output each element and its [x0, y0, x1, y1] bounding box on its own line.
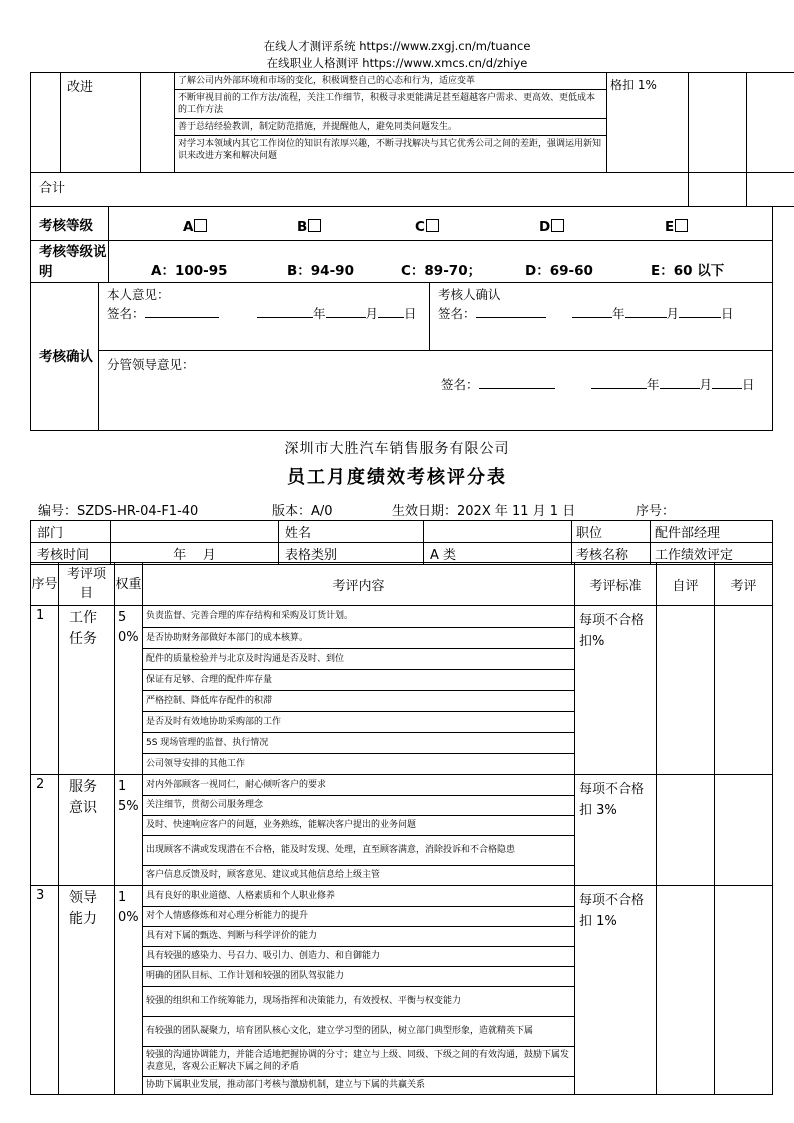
leader-sign-label: 签名： — [441, 375, 555, 393]
improve-item: 了解公司内外部环境和市场的变化，积极调整自己的心态和行为，适应变革 — [175, 73, 606, 90]
self-sign-label: 签名： — [107, 304, 219, 322]
checkbox-icon[interactable] — [675, 219, 688, 232]
eval-criterion: 负责监督、完善合理的库存结构和采购及订货计划。 — [143, 606, 574, 627]
grade-option-d[interactable]: D — [539, 219, 564, 235]
name-label: 姓名 — [279, 521, 424, 543]
prev-self-cell — [689, 73, 747, 173]
prev-form-table — [30, 72, 794, 207]
eval-criterion: 对个人情感修炼和对心理分析能力的提升 — [143, 906, 574, 926]
col-weight-header: 权重 — [115, 563, 143, 606]
grade-label: 考核等级 — [31, 207, 109, 241]
eval-criterion: 公司领导安排的其他工作 — [146, 758, 246, 769]
grade-desc-c: C：89-70； — [401, 263, 482, 279]
eval-criterion: 对内外部顾客一视同仁，耐心倾听客户的要求 — [143, 775, 574, 795]
col-content-header: 考评内容 — [143, 563, 575, 606]
eval-criterion: 具有对下属的甄选、判断与科学评价的能力 — [143, 926, 574, 946]
section-eval-score[interactable] — [715, 886, 773, 1095]
form-version: 版本：A/0 — [272, 504, 333, 519]
grade-desc-d: D：69-60 — [525, 263, 593, 279]
leader-opinion-label: 分管领导意见： — [107, 357, 195, 372]
dept-value[interactable] — [111, 521, 279, 543]
confirm-label: 考核确认 — [31, 283, 99, 431]
col-standard-header: 考评标准 — [575, 563, 657, 606]
eval-criterion: 保证有足够、合理的配件库存量 — [143, 669, 574, 690]
eval-criterion: 较强的沟通协调能力，并能合适地把握协调的分寸；建立与上级、同级、下级之间的有效沟通，鼓励下属发表意见，客观公正解决下属之间的矛盾 — [143, 1046, 574, 1076]
section-item-list — [143, 775, 574, 885]
section-item: 工作任务 — [59, 606, 115, 775]
section-standard: 每项不合格扣 3% — [575, 775, 657, 886]
checkbox-icon[interactable] — [551, 219, 564, 232]
confirm-table — [30, 282, 773, 431]
period-label: 考核时间 — [31, 543, 111, 565]
form-code: 编号：SZDS-HR-04-F1-40 — [38, 504, 199, 519]
eval-criterion: 是否及时有效地协助采购部的工作 — [143, 711, 574, 732]
section-content — [143, 886, 575, 1095]
assess-name-value: 工作绩效评定 — [651, 543, 773, 565]
grade-option-b[interactable]: B — [297, 219, 321, 235]
eval-criterion: 严格控制、降低库存配件的积滞 — [143, 690, 574, 711]
col-eval-header: 考评 — [715, 563, 773, 606]
position-label: 职位 — [572, 521, 651, 543]
section-content — [143, 775, 575, 886]
grade-table — [30, 206, 773, 283]
grade-options — [109, 207, 773, 241]
form-effective-date: 生效日期：202X 年 11 月 1 日 — [392, 504, 576, 519]
improve-standard: 格扣 1% — [607, 73, 689, 173]
eval-criterion: 关注细节，贯彻公司服务理念 — [143, 795, 574, 815]
self-opinion-cell — [99, 283, 430, 351]
section-weight: 50% — [115, 606, 143, 775]
position-value: 配件部经理 — [651, 521, 773, 543]
form-type-value: A 类 — [424, 543, 572, 565]
eval-criterion: 具有良好的职业道德、人格素质和个人职业修养 — [143, 886, 574, 906]
section-item-list — [143, 886, 574, 1094]
improve-label: 改进 — [61, 73, 141, 173]
total-label: 合计 — [31, 173, 689, 207]
eval-criterion: 是否协助财务部做好本部门的成本核算。 — [143, 627, 574, 648]
improve-item: 善于总结经验教训，制定防范措施，并提醒他人，避免同类问题发生。 — [175, 119, 606, 136]
section-weight: 10% — [115, 886, 143, 1095]
eval-criterion: 客户信息反馈及时，顾客意见、建议或其他信息给上级主管 — [146, 870, 381, 881]
checkbox-icon[interactable] — [426, 219, 439, 232]
form-serial: 序号： — [636, 504, 676, 519]
section-eval-score[interactable] — [715, 775, 773, 886]
name-value[interactable] — [424, 521, 572, 543]
assessor-confirm-label: 考核人确认 — [438, 287, 501, 302]
section-no: 3 — [31, 886, 59, 1095]
form-type-label: 表格类别 — [279, 543, 424, 565]
grade-desc — [109, 241, 773, 283]
improve-item: 不断审视目前的工作方法/流程，关注工作细节，积极寻求更能满足甚至超越客户需求、更高效、更低成本的工作方法 — [175, 90, 606, 119]
self-opinion-label: 本人意见： — [107, 287, 170, 302]
assessor-date: 年 月 日 — [572, 304, 734, 322]
section-no: 1 — [31, 606, 59, 775]
section-self-score[interactable] — [657, 775, 715, 886]
col-self-header: 自评 — [657, 563, 715, 606]
assessor-confirm-cell — [430, 283, 773, 351]
company-name: 深圳市大胜汽车销售服务有限公司 — [284, 441, 510, 457]
section-no: 2 — [31, 775, 59, 886]
section-standard: 每项不合格扣 1% — [575, 886, 657, 1095]
eval-criterion: 较强的组织和工作统筹能力，现场指挥和决策能力，有效授权、平衡与权变能力 — [143, 986, 574, 1016]
form-title: 员工月度绩效考核评分表 — [287, 467, 507, 488]
eval-criterion: 配件的质量检验并与北京及时沟通是否及时、到位 — [143, 648, 574, 669]
improve-list — [175, 73, 606, 164]
grade-option-e[interactable]: E — [665, 219, 688, 235]
eval-criterion: 出现顾客不满或发现潜在不合格，能及时发现、处理，直至顾客满意，消除投诉和不合格隐患 — [143, 835, 574, 865]
self-date: 年 月 日 — [257, 304, 417, 322]
section-eval-score[interactable] — [715, 606, 773, 775]
eval-criterion: 协助下属职业发展，推动部门考核与激励机制，建立与下属的共赢关系 — [146, 1080, 426, 1091]
checkbox-icon[interactable] — [308, 219, 321, 232]
prev-eval-cell — [747, 73, 794, 173]
dept-label: 部门 — [31, 521, 111, 543]
grade-option-c[interactable]: C — [415, 219, 439, 235]
prev-no-cell — [31, 73, 61, 173]
section-item: 服务意识 — [59, 775, 115, 886]
period-value[interactable]: 年 月 — [111, 543, 279, 565]
prev-weight-cell — [141, 73, 175, 173]
grade-desc-b: B：94-90 — [287, 263, 354, 279]
col-no-header: 序号 — [31, 563, 59, 606]
total-self-cell — [689, 173, 747, 207]
section-weight: 15% — [115, 775, 143, 886]
total-eval-cell — [747, 173, 794, 207]
improve-items — [175, 73, 607, 173]
eval-criterion: 有较强的团队凝聚力，培育团队核心文化，建立学习型的团队，树立部门典型形象，造就精英下属 — [143, 1016, 574, 1046]
info-table — [30, 520, 773, 565]
eval-table — [30, 562, 773, 1095]
eval-criterion: 及时、快速响应客户的问题，业务熟练，能解决客户提出的业务问题 — [143, 815, 574, 835]
section-self-score[interactable] — [657, 886, 715, 1095]
section-item: 领导能力 — [59, 886, 115, 1095]
checkbox-icon[interactable] — [194, 219, 207, 232]
section-item-list — [143, 606, 574, 774]
leader-date: 年 月 日 — [591, 375, 755, 393]
header-line-1: 在线人才测评系统 https://www.zxgj.cn/m/tuance — [263, 39, 531, 53]
assess-name-label: 考核名称 — [572, 543, 651, 565]
assessor-sign-label: 签名： — [438, 304, 546, 322]
section-standard: 每项不合格扣% — [575, 606, 657, 775]
header-line-2: 在线职业人格测评 https://www.xmcs.cn/d/zhiye — [266, 56, 528, 70]
grade-desc-e: E：60 以下 — [651, 263, 725, 279]
improve-item: 对学习本领域内其它工作岗位的知识有浓厚兴趣，不断寻找解决与其它优秀公司之间的差距，强调运用新知识来改进方案和解决问题 — [178, 139, 602, 161]
eval-criterion: 明确的团队目标、工作计划和较强的团队驾驭能力 — [143, 966, 574, 986]
col-item-header: 考评项目 — [59, 563, 115, 606]
grade-option-a[interactable]: A — [183, 219, 207, 235]
eval-criterion: 5S 现场管理的监督、执行情况 — [143, 732, 574, 753]
section-self-score[interactable] — [657, 606, 715, 775]
section-content — [143, 606, 575, 775]
grade-desc-a: A：100-95 — [151, 263, 228, 279]
leader-opinion-cell — [99, 351, 773, 431]
eval-criterion: 具有较强的感染力、号召力、吸引力、创造力、和自御能力 — [143, 946, 574, 966]
grade-desc-label: 考核等级说明 — [31, 241, 109, 283]
